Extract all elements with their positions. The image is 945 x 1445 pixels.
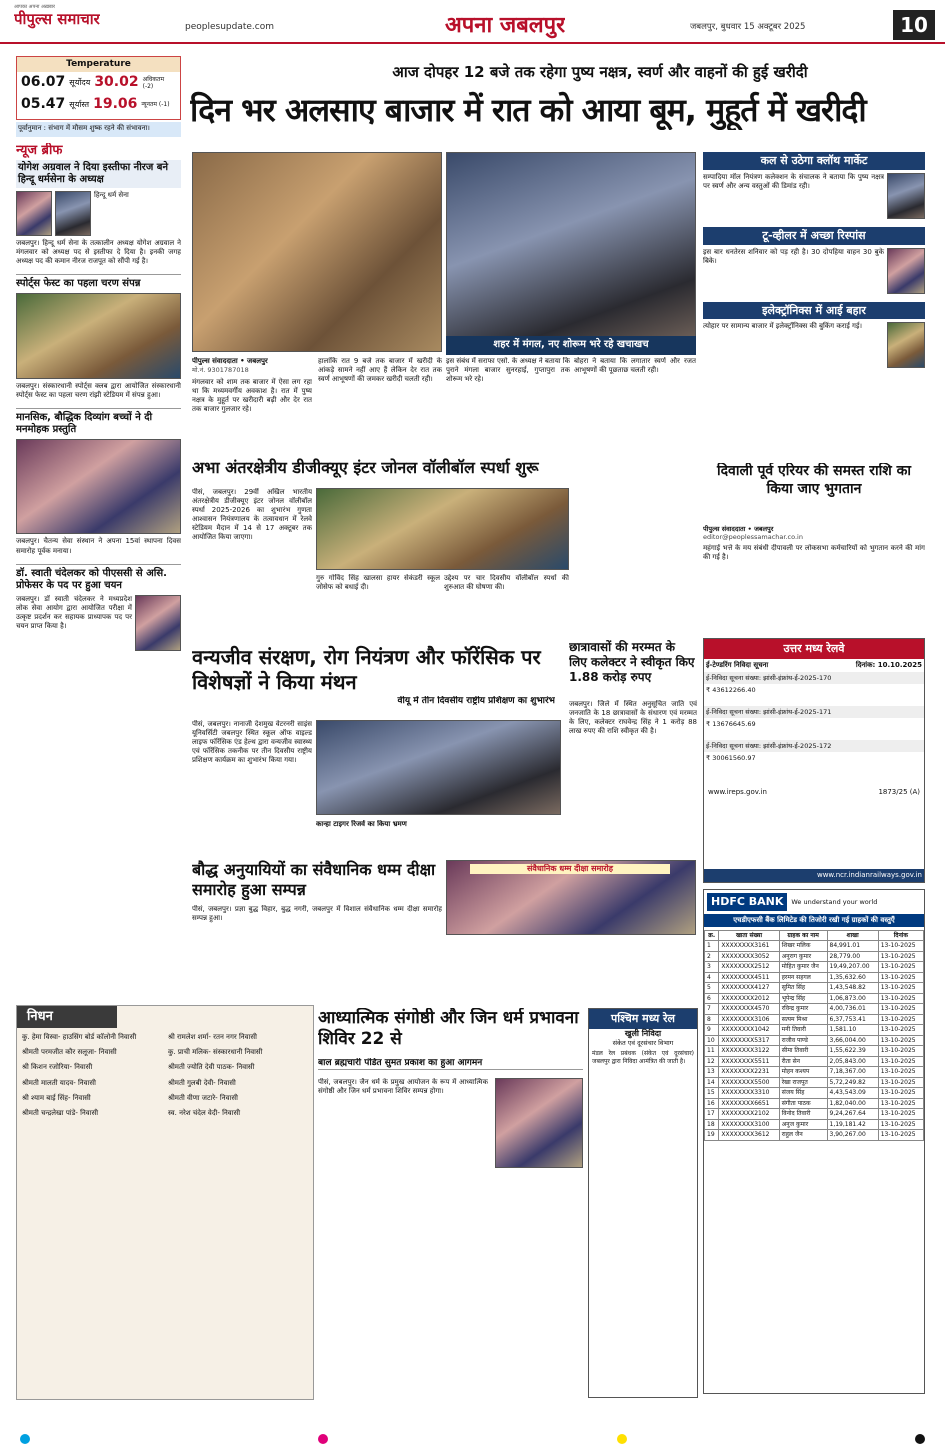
obituary-item: श्री किशन रजोरिया- निवासी <box>22 1063 93 1072</box>
max-temp: 30.02 <box>94 74 139 91</box>
table-row <box>705 1035 924 1046</box>
hdfc-col-header: ग्राहक का नाम <box>779 930 827 941</box>
yellow-mark <box>617 1434 627 1444</box>
table-cell: XXXXXXXX3106 <box>719 1014 779 1025</box>
table-cell: 7 <box>705 1004 719 1015</box>
table-cell: भूपेन्द्र सिंह <box>779 993 827 1004</box>
ncr-tender-1: ई-निविदा सूचना संख्या: झांसी-इंफ्रांथ-ई-2025-170 <box>704 672 924 684</box>
table-cell: 10 <box>705 1035 719 1046</box>
lead-photo-caption: शहर में मंगल, नए शोरूम भरे रहे खचाखच <box>446 336 696 355</box>
photo-children-performance <box>16 439 181 534</box>
table-cell: सुमित सिंह <box>779 983 827 994</box>
obituary-item: श्रीमती चन्द्रलेखा पांडे- निवासी <box>22 1108 99 1117</box>
seminar-subtitle: बाल ब्रह्मचारी पंडित सुमत प्रकाश का हुआ आगमन <box>318 1058 583 1070</box>
ncr-amount-1: ₹ 43612266.40 <box>706 685 756 694</box>
lead-headline: दिन भर अलसाए बाजार में रात को आया बूम, मुहूर्त में खरीदी <box>190 91 866 129</box>
lead-byline <box>192 357 312 439</box>
obituary-item: श्रीमती मालती यादव- निवासी <box>22 1078 96 1087</box>
table-cell: मोहित कुमार जैन <box>779 962 827 973</box>
page-title: अपना जबलपुर <box>445 12 566 38</box>
table-cell: मोहन कश्यप <box>779 1067 827 1078</box>
table-cell: 13-10-2025 <box>878 1109 923 1120</box>
hdfc-slogan: We understand your world <box>791 897 878 906</box>
table-cell: 9,24,267.64 <box>827 1109 878 1120</box>
volleyball-body-2: गुरु गोविंद सिंह खालसा हायर सेकंडरी स्कूल जोसेफ को बधाई दी। <box>316 574 440 592</box>
table-row <box>705 1077 924 1088</box>
print-color-marks <box>0 1432 945 1445</box>
table-cell: 1,35,632.60 <box>827 972 878 983</box>
cloth-market-header: कल से उठेगा क्लॉथ मार्केट <box>703 152 925 170</box>
table-cell: 8 <box>705 1014 719 1025</box>
electronics-body: त्योहार पर सामान्य बाजार में इलेक्ट्रॉनिक्स की बुकिंग कराई गई। <box>703 322 863 331</box>
hdfc-col-header: खाता संख्या <box>719 930 779 941</box>
table-cell: अनुराग कुमार <box>779 951 827 962</box>
table-cell: रेखा राजपूत <box>779 1077 827 1088</box>
ncr-rail-header: उत्तर मध्य रेलवे <box>704 639 924 659</box>
table-row <box>705 962 924 973</box>
table-row <box>705 1067 924 1078</box>
table-cell: XXXXXXXX3122 <box>719 1046 779 1057</box>
table-cell: 13-10-2025 <box>878 972 923 983</box>
table-cell: 13-10-2025 <box>878 1046 923 1057</box>
table-row <box>705 1056 924 1067</box>
volleyball-title: अभा अंतरक्षेत्रीय डीजीक्यूए इंटर जोनल वॉलीबॉल स्पर्धा शुरू <box>192 458 539 477</box>
table-cell: 1,82,040.00 <box>827 1098 878 1109</box>
lead-body-2: हालांकि रात 9 बजे तक बाजार में खरीदी के आंकड़े सामने नहीं आए हैं लेकिन देर रात तक स्वर्ण आभूषणों की जमकर खरीदी चलती रही। <box>318 357 442 384</box>
buddha-body: पीसं, जबलपुर। प्रज्ञा बुद्ध विहार, बुद्ध नगरी, जबलपुर में विशाल संवैधानिक धम्म दीक्षा समारोह सम्पन्न हुआ। <box>192 905 442 923</box>
table-cell: 12 <box>705 1056 719 1067</box>
table-cell: 13 <box>705 1067 719 1078</box>
table-cell: 13-10-2025 <box>878 993 923 1004</box>
lead-body-1: मंगलवार को शाम तक बाजार में ऐसा लग रहा था कि मध्यमवर्गीय अवकाश है। रात में पुष्य नक्षत्र के मुहूर्त पर खरीदारी बढ़ी और देर रात तक बाजार गुलजार रहे। <box>192 377 312 413</box>
table-cell: 1,55,622.39 <box>827 1046 878 1057</box>
table-cell: संगीता पाठक <box>779 1098 827 1109</box>
obituary-item: श्री श्याम बाई सिंह- निवासी <box>22 1093 91 1102</box>
table-cell: XXXXXXXX5511 <box>719 1056 779 1067</box>
table-row <box>705 1014 924 1025</box>
table-cell: XXXXXXXX1042 <box>719 1025 779 1036</box>
ncr-rail-tender <box>703 638 925 883</box>
brief-4-body: जबलपुर। डॉ स्वाती चंदेलकर ने मध्यप्रदेश लोक सेवा आयोग द्वारा आयोजित परीक्षा में उत्कृष्ट प्रदर्शन कर सहायक प्राध्यापक पद पर चयन प्राप्त किया है। <box>16 594 132 630</box>
table-cell: अनुज कुमार <box>779 1119 827 1130</box>
weather-forecast: पूर्वानुमान : संभाग में मौसम शुष्क रहने की संभावना। <box>16 122 181 137</box>
volleyball-photo <box>316 488 569 570</box>
photo-merchant-1 <box>887 173 925 219</box>
wildlife-title: वन्यजीव संरक्षण, रोग नियंत्रण और फॉरेंसिक पर विशेषज्ञों ने किया मंथन <box>192 645 541 694</box>
table-cell: 13-10-2025 <box>878 962 923 973</box>
obituary-item: कु. हेमा विस्वा- हाउसिंग बोर्ड कॉलोनी निवासी <box>22 1033 137 1042</box>
table-cell: XXXXXXXX3052 <box>719 951 779 962</box>
obituary-item: श्रीमती परमजीत कौर सलूजा- निवासी <box>22 1048 117 1057</box>
hdfc-logo: HDFC BANK <box>707 893 787 911</box>
brief-3-title: मानसिक, बौद्धिक दिव्यांग बच्चों ने दी मनमोहक प्रस्तुति <box>16 408 181 436</box>
table-cell: 19 <box>705 1130 719 1141</box>
black-mark <box>915 1434 925 1444</box>
table-row <box>705 1088 924 1099</box>
seminar-photo <box>495 1078 583 1168</box>
obituary-title: निधन <box>17 1006 117 1028</box>
table-cell: 28,779.00 <box>827 951 878 962</box>
wildlife-subtitle: वीयू में तीन दिवसीय राष्ट्रीय प्रशिक्षण का शुभारंभ <box>397 696 555 706</box>
table-cell: 13-10-2025 <box>878 1067 923 1078</box>
seminar-title: आध्यात्मिक संगोष्ठी और जिन धर्म प्रभावना शिविर 22 से <box>318 1008 579 1050</box>
wcr-subtitle: खुली निविदा <box>624 1028 662 1038</box>
table-cell: 13-10-2025 <box>878 941 923 952</box>
lead-phone: मो.नं. 9301787018 <box>192 366 249 375</box>
table-cell: XXXXXXXX2012 <box>719 993 779 1004</box>
table-cell: राहुल जैन <box>779 1130 827 1141</box>
table-cell: XXXXXXXX3161 <box>719 941 779 952</box>
table-cell: 13-10-2025 <box>878 1077 923 1088</box>
table-cell: XXXXXXXX5500 <box>719 1077 779 1088</box>
table-cell: रविन्द्र कुमार <box>779 1004 827 1015</box>
photo-sports-fest <box>16 293 181 379</box>
max-label: अधिकतम (-2) <box>142 75 165 90</box>
arrears-byline-box <box>703 525 925 620</box>
table-cell: 13-10-2025 <box>878 1119 923 1130</box>
website-link[interactable]: peoplesupdate.com <box>185 22 274 32</box>
photo-yogesh <box>16 191 52 236</box>
table-cell: 6,37,753.41 <box>827 1014 878 1025</box>
arrears-email: editor@peoplessamachar.co.in <box>703 533 803 542</box>
obituary-item: श्रीमती गुलबी देवी- निवासी <box>168 1078 236 1087</box>
brief-3-body: जबलपुर। चैतन्य सेवा संस्थान ने अपना 15वां स्थापना दिवस समारोह पूर्वक मनाया। <box>16 537 181 555</box>
wcr-dept: संकेत एवं दूरसंचार विभाग <box>612 1038 674 1047</box>
min-label: न्यूनतम (-1) <box>141 100 170 108</box>
obituary-item: कु. प्राची मलिक- संस्कारधानी निवासी <box>168 1048 263 1057</box>
table-cell: XXXXXXXX2102 <box>719 1109 779 1120</box>
arrears-body: महंगाई भत्ते के मय संबंधी दीपावली पर लोकसभा कर्मचारियों को भुगतान करने की मांग की गई है। <box>703 544 925 562</box>
table-cell: 5 <box>705 983 719 994</box>
lead-byline-text: पीपुल्स संवाददाता • जबलपुर <box>192 357 268 365</box>
photo-neeraj <box>55 191 91 236</box>
ncr-tender-3: ई-निविदा सूचना संख्या: झांसी-इंफ्रांथ-ई-2025-172 <box>704 740 924 752</box>
brief-1-body-lead: हिन्दू धर्म सेना <box>94 191 129 199</box>
table-cell: XXXXXXXX3100 <box>719 1119 779 1130</box>
table-cell: XXXXXXXX5317 <box>719 1035 779 1046</box>
table-cell: XXXXXXXX6651 <box>719 1098 779 1109</box>
table-cell: शिखर मलिक <box>779 941 827 952</box>
ncr-rail-date: दिनांक: 10.10.2025 <box>855 660 922 669</box>
table-cell: मनी तिवारी <box>779 1025 827 1036</box>
table-cell: 3,90,267.00 <box>827 1130 878 1141</box>
buddha-title: बौद्ध अनुयायियों का संवैधानिक धम्म दीक्षा समारोह हुआ सम्पन्न <box>192 860 436 899</box>
hostel-body: जबलपुर। जिले में स्थित अनुसूचित जाति एवं जनजाति के 18 छात्रावासों के संधारण एवं मरम्मत के लिए, कलेक्टर राघवेन्द्र सिंह ने 1 करोड़ 88 लाख रुपए की राशि स्वीकृत की है। <box>569 700 697 736</box>
obituary-box <box>16 1005 314 1400</box>
page-number: 10 <box>893 10 935 40</box>
table-row <box>705 1098 924 1109</box>
table-row <box>705 1109 924 1120</box>
ncr-amount-2: ₹ 13676645.69 <box>706 719 756 728</box>
table-cell: 9 <box>705 1025 719 1036</box>
table-cell: 1 <box>705 941 719 952</box>
news-brief-label: न्यूज ब्रीफ <box>16 143 63 158</box>
hdfc-col-header: दिनांक <box>878 930 923 941</box>
ncr-amount-3: ₹ 30061560.97 <box>706 754 756 763</box>
wildlife-body: पीसं, जबलपुर। नानाजी देशमुख वेटरनरी साइंस यूनिवर्सिटी जबलपुर स्थित स्कूल ऑफ वाइल्ड लाइफ फॉरेंसिक एंड हेल्थ द्वारा वन्यजीव स्वास्थ्य एवं फॉरेंसिक तकनीक पर तीन दिवसीय राष्ट्रीय प्रशिक्षण कार्यक्रम का शुभारंभ किया गया। <box>192 720 312 765</box>
volleyball-body: पीसं, जबलपुर। 29वीं अखिल भारतीय अंतरक्षेत्रीय डीजीक्यूए इंटर जोनल वॉलीबॉल स्पर्धा 2025-2026 का शुभारंभ गुणता आश्वासन नियंत्रणालय के तत्वावधान में रेलवे स्टेडियम मैदान में 14 से 17 अक्टूबर तक आयोजित किया जाएगा। <box>192 488 312 542</box>
table-cell: रीता सेन <box>779 1056 827 1067</box>
table-cell: 11 <box>705 1046 719 1057</box>
table-cell: 1,581.10 <box>827 1025 878 1036</box>
obituary-item: श्रीमती वीणा जटारे- निवासी <box>168 1093 238 1102</box>
table-cell: 5,72,249.82 <box>827 1077 878 1088</box>
temperature-box <box>16 56 181 120</box>
table-cell: 14 <box>705 1077 719 1088</box>
ncr-tender-2: ई-निविदा सूचना संख्या: झांसी-इंफ्रांथ-ई-2025-171 <box>704 706 924 718</box>
temperature-title: Temperature <box>17 57 180 72</box>
table-cell: 18 <box>705 1119 719 1130</box>
lead-photo-showroom <box>446 152 696 352</box>
table-row <box>705 1046 924 1057</box>
obituary-item: श्रीमती ज्योति देवी पाठक- निवासी <box>168 1063 255 1072</box>
table-cell: XXXXXXXX4511 <box>719 972 779 983</box>
ncr-website[interactable]: www.ncr.indianrailways.gov.in <box>704 869 924 882</box>
volleyball-body-3: उद्देश्य पर चार दिवसीय वॉलीबॉल स्पर्धा की शुरुआत की घोषणा की। <box>444 574 569 592</box>
table-cell: संजय सिंह <box>779 1088 827 1099</box>
ncr-code: 1873/25 (A) <box>878 788 920 797</box>
table-row <box>705 1119 924 1130</box>
table-row <box>705 951 924 962</box>
table-cell: 17 <box>705 1109 719 1120</box>
obituary-list <box>17 1028 313 1123</box>
table-cell: 1,06,873.00 <box>827 993 878 1004</box>
brief-2-title: स्पोर्ट्स फेस्ट का पहला चरण संपन्न <box>16 274 181 290</box>
hdfc-notice <box>703 889 925 1394</box>
ncr-rail-subtitle: ई-टेण्डरिंग निविदा सूचना <box>706 660 769 669</box>
wcr-rail-notice <box>588 1008 698 1398</box>
table-cell: XXXXXXXX3612 <box>719 1130 779 1141</box>
table-cell: 13-10-2025 <box>878 1130 923 1141</box>
table-cell: 13-10-2025 <box>878 1035 923 1046</box>
two-wheeler-header: टू-व्हीलर में अच्छा रिस्पांस <box>703 227 925 245</box>
min-temp: 19.06 <box>93 95 138 112</box>
masthead <box>0 0 945 44</box>
table-cell: 13-10-2025 <box>878 1098 923 1109</box>
table-cell: 4,43,543.09 <box>827 1088 878 1099</box>
lead-kicker: आज दोपहर 12 बजे तक रहेगा पुष्य नक्षत्र, स्वर्ण और वाहनों की हुई खरीदी <box>392 63 808 81</box>
sunset-time: 05.47 <box>21 95 66 112</box>
table-cell: सत्यम मिश्रा <box>779 1014 827 1025</box>
sunrise-label: सूर्योदय <box>69 78 91 87</box>
table-row <box>705 941 924 952</box>
brief-1-body: जबलपुर। हिन्दू धर्म सेना के तत्कालीन अध्यक्ष योगेश अग्रवाल ने मंगलवार को अध्यक्ष पद से इस्तीफा दे दिया है। इनकी जगह अध्यक्ष पद की कमान नीरज राजपूत को सौंपी गई है। <box>16 239 181 266</box>
magenta-mark <box>318 1434 328 1444</box>
table-cell: XXXXXXXX3310 <box>719 1088 779 1099</box>
table-cell: 13-10-2025 <box>878 1056 923 1067</box>
table-cell: 13-10-2025 <box>878 1004 923 1015</box>
hostel-title: छात्रावासों की मरम्मत के लिए कलेक्टर ने स्वीकृत किए 1.88 करोड़ रुपए <box>569 640 695 684</box>
arrears-byline: पीपुल्स संवाददाता • जबलपुर <box>703 525 774 533</box>
table-cell: 13-10-2025 <box>878 951 923 962</box>
arrears-title: दिवाली पूर्व एरियर की समस्त राशि का किया जाए भुगतान <box>716 463 912 497</box>
table-cell: 13-10-2025 <box>878 1014 923 1025</box>
obituary-item: श्री रामलेश शर्मा- रतन नगर निवासी <box>168 1033 257 1042</box>
table-cell: 2 <box>705 951 719 962</box>
photo-merchant-2 <box>887 248 925 294</box>
obituary-item: स्व. नरेश चंदेल वेदी- निवासी <box>168 1108 241 1117</box>
table-cell: 3 <box>705 962 719 973</box>
table-cell: हरमन सहगल <box>779 972 827 983</box>
seminar-body: पीसं, जबलपुर। जैन धर्म के प्रमुख आयोजन के रूप में आध्यात्मिक संगोष्ठी और जिन धर्म प्रभावना शिविर सम्पन्न होगा। <box>318 1078 488 1096</box>
table-cell: 19,49,207.00 <box>827 962 878 973</box>
table-row <box>705 993 924 1004</box>
brief-1-title: योगेश अग्रवाल ने दिया इस्तीफा नीरज बने हिन्दू धर्मसेना के अध्यक्ष <box>16 160 181 188</box>
electronics-header: इलेक्ट्रॉनिक्स में आई बहार <box>703 302 925 320</box>
lead-body-4: बोहरा ने बताया कि लगातार स्वर्ण और रजत आभूषणों की पूछताछ चलती रही। <box>574 357 696 375</box>
table-cell: 7,18,367.00 <box>827 1067 878 1078</box>
lead-body-3: इस संबंध में सराफा एसो. के अध्यक्ष ने बताया कि पुराने मंगला बाजार सुनरहाई, गुप्तापुरा तक शोरूम भरे रहे। <box>446 357 570 384</box>
brief-4-title: डॉ. स्वाती चंदेलकर को पीएससी से असि. प्रोफेसर के पद पर हुआ चयन <box>16 564 181 592</box>
buddha-banner: संवैधानिक धम्म दीक्षा समारोह <box>470 864 670 874</box>
table-cell: 15 <box>705 1088 719 1099</box>
table-cell: 84,991.01 <box>827 941 878 952</box>
sunset-label: सूर्यास्त <box>69 99 90 109</box>
wildlife-photo <box>316 720 561 815</box>
dateline: जबलपुर, बुधवार 15 अक्टूबर 2025 <box>690 22 806 32</box>
table-cell: विनोद तिवारी <box>779 1109 827 1120</box>
table-cell: सीमा तिवारी <box>779 1046 827 1057</box>
cyan-mark <box>20 1434 30 1444</box>
table-cell: 1,43,548.82 <box>827 983 878 994</box>
photo-merchant-3 <box>887 322 925 368</box>
cloth-market-body: सम्पादिया मॉल नियंत्रण कलेक्शन के संचालक ने बताया कि पुष्य नक्षत्र पर स्वर्ण और अन्य वस्तुओं की डिमांड रही। <box>703 172 884 190</box>
right-top-column <box>703 152 925 442</box>
table-cell: 2,05,843.00 <box>827 1056 878 1067</box>
table-cell: 3,66,004.00 <box>827 1035 878 1046</box>
table-cell: 4 <box>705 972 719 983</box>
table-row <box>705 983 924 994</box>
hdfc-col-header: क्र. <box>705 930 719 941</box>
table-cell: XXXXXXXX4570 <box>719 1004 779 1015</box>
logo-tagline: आपका अपना अख़बार <box>14 4 56 10</box>
table-cell: 13-10-2025 <box>878 983 923 994</box>
table-cell: 13-10-2025 <box>878 1025 923 1036</box>
table-cell: 4,00,736.01 <box>827 1004 878 1015</box>
table-cell: 13-10-2025 <box>878 1088 923 1099</box>
table-cell: XXXXXXXX2512 <box>719 962 779 973</box>
table-row <box>705 972 924 983</box>
table-cell: 6 <box>705 993 719 1004</box>
hdfc-table <box>704 930 924 1141</box>
wcr-body: मंडल रेल प्रबंधक (संकेत एवं दूरसंचार) जबलपुर द्वारा निविदा आमंत्रित की जाती है। <box>592 1049 694 1065</box>
table-cell: राजीव पाण्डे <box>779 1035 827 1046</box>
brief-2-body: जबलपुर। संस्कारधानी स्पोर्ट्स क्लब द्वारा आयोजित संस्कारधानी स्पोर्ट्स फेस्ट का पहला चरण रांझी स्टेडियम में संपन्न हुआ। <box>16 382 181 400</box>
ncr-ireps-link[interactable]: www.ireps.gov.in <box>708 788 767 797</box>
wildlife-photo-caption: कान्हा टाइगर रिजर्व का किया भ्रमण <box>316 820 407 828</box>
table-cell: XXXXXXXX2231 <box>719 1067 779 1078</box>
lead-photo-jewellery <box>192 152 442 352</box>
hdfc-notice-title: एचडीएफसी बैंक लिमिटेड की तिजोरी रखी गई ग्राहकों की वस्तुएँ <box>704 914 924 927</box>
two-wheeler-body: इस बार धनतेरस शनिवार को पड़ रही है। 30 दोपहिया वाहन 30 बुके बिके। <box>703 247 884 265</box>
hdfc-col-header: शाखा <box>827 930 878 941</box>
table-cell: 16 <box>705 1098 719 1109</box>
table-row <box>705 1025 924 1036</box>
table-cell: XXXXXXXX4127 <box>719 983 779 994</box>
table-cell: 1,19,181.42 <box>827 1119 878 1130</box>
table-row <box>705 1130 924 1141</box>
wcr-header: पश्चिम मध्य रेल <box>589 1009 697 1029</box>
sunrise-time: 06.07 <box>21 74 66 91</box>
photo-swati <box>135 595 181 651</box>
logo: पीपुल्स समाचार <box>14 10 100 28</box>
table-row <box>705 1004 924 1015</box>
